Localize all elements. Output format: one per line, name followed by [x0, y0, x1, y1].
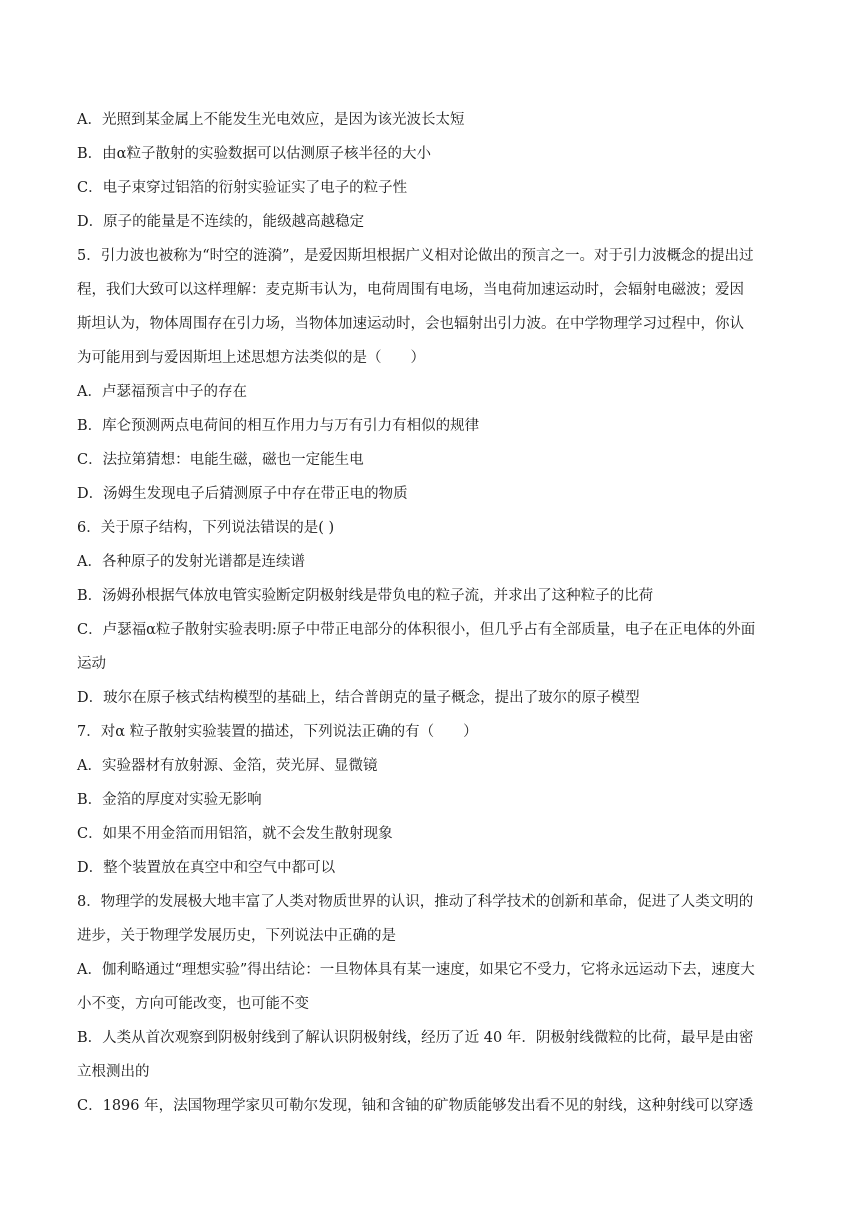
q7-option-a: A．实验器材有放射源、金箔，荧光屏、显微镜 [77, 758, 378, 774]
q8-stem-line-2: 进步，关于物理学发展历史，下列说法中正确的是 [77, 928, 396, 944]
q4-option-d: D．原子的能量是不连续的，能级越高越稳定 [77, 214, 365, 230]
q7-option-b: B．金箔的厚度对实验无影响 [77, 792, 262, 808]
q8-option-b-line-1: B．人类从首次观察到阴极射线到了解认识阴极射线，经历了近 40 年．阴极射线微粒的比荷，最早是由密 [77, 1030, 754, 1046]
q5-stem-line-1: 5．引力波也被称为“时空的涟漪”，是爱因斯坦根据广义相对论做出的预言之一。对于引力波概念的提出过 [77, 248, 754, 264]
q5-stem-line-2: 程，我们大致可以这样理解：麦克斯韦认为，电荷周围有电场，当电荷加速运动时，会辐射电磁波；爱因 [77, 282, 744, 298]
q8-option-c-line-1: C．1896 年，法国物理学家贝可勒尔发现，铀和含铀的矿物质能够发出看不见的射线，这种射线可以穿透 [77, 1098, 754, 1114]
q5-option-d: D．汤姆生发现电子后猜测原子中存在带正电的物质 [77, 486, 408, 502]
q5-option-b: B．库仑预测两点电荷间的相互作用力与万有引力有相似的规律 [77, 418, 480, 434]
q4-option-b: B．由α粒子散射的实验数据可以估测原子核半径的大小 [77, 146, 431, 162]
q7-option-c: C．如果不用金箔而用铝箔，就不会发生散射现象 [77, 826, 393, 842]
q6-option-c-line-1: C．卢瑟福α粒子散射实验表明:原子中带正电部分的体积很小，但几乎占有全部质量，电子在正电体的外面 [77, 622, 756, 638]
q5-option-a: A．卢瑟福预言中子的存在 [77, 384, 247, 400]
q6-stem: 6．关于原子结构，下列说法错误的是( ) [77, 520, 335, 536]
q8-option-a-line-2: 小不变，方向可能改变，也可能不变 [77, 996, 309, 1012]
q4-option-a: A．光照到某金属上不能发生光电效应，是因为该光波长太短 [77, 112, 465, 128]
q6-option-a: A．各种原子的发射光谱都是连续谱 [77, 554, 305, 570]
q8-option-b-line-2: 立根测出的 [77, 1064, 150, 1080]
q5-stem-line-4: 为可能用到与爱因斯坦上述思想方法类似的是（ ） [77, 350, 425, 366]
q5-option-c: C．法拉第猜想：电能生磁，磁也一定能生电 [77, 452, 364, 468]
q8-stem-line-1: 8．物理学的发展极大地丰富了人类对物质世界的认识，推动了科学技术的创新和革命，促进了人类文明的 [77, 894, 754, 910]
q8-option-a-line-1: A．伽利略通过“理想实验”得出结论：一旦物体具有某一速度，如果它不受力，它将永远运动下去，速度大 [77, 962, 755, 978]
q5-stem-line-3: 斯坦认为，物体周围存在引力场，当物体加速运动时，会也辐射出引力波。在中学物理学习过程中，你认 [77, 316, 744, 332]
q6-option-b: B．汤姆孙根据气体放电管实验断定阴极射线是带负电的粒子流，并求出了这种粒子的比荷 [77, 588, 654, 604]
q7-option-d: D．整个装置放在真空中和空气中都可以 [77, 860, 336, 876]
q7-stem: 7．对α 粒子散射实验装置的描述，下列说法正确的有（ ） [77, 724, 478, 740]
q4-option-c: C．电子束穿过铝箔的衍射实验证实了电子的粒子性 [77, 180, 408, 196]
q6-option-c-line-2: 运动 [77, 656, 106, 672]
q6-option-d: D．玻尔在原子核式结构模型的基础上，结合普朗克的量子概念，提出了玻尔的原子模型 [77, 690, 640, 706]
